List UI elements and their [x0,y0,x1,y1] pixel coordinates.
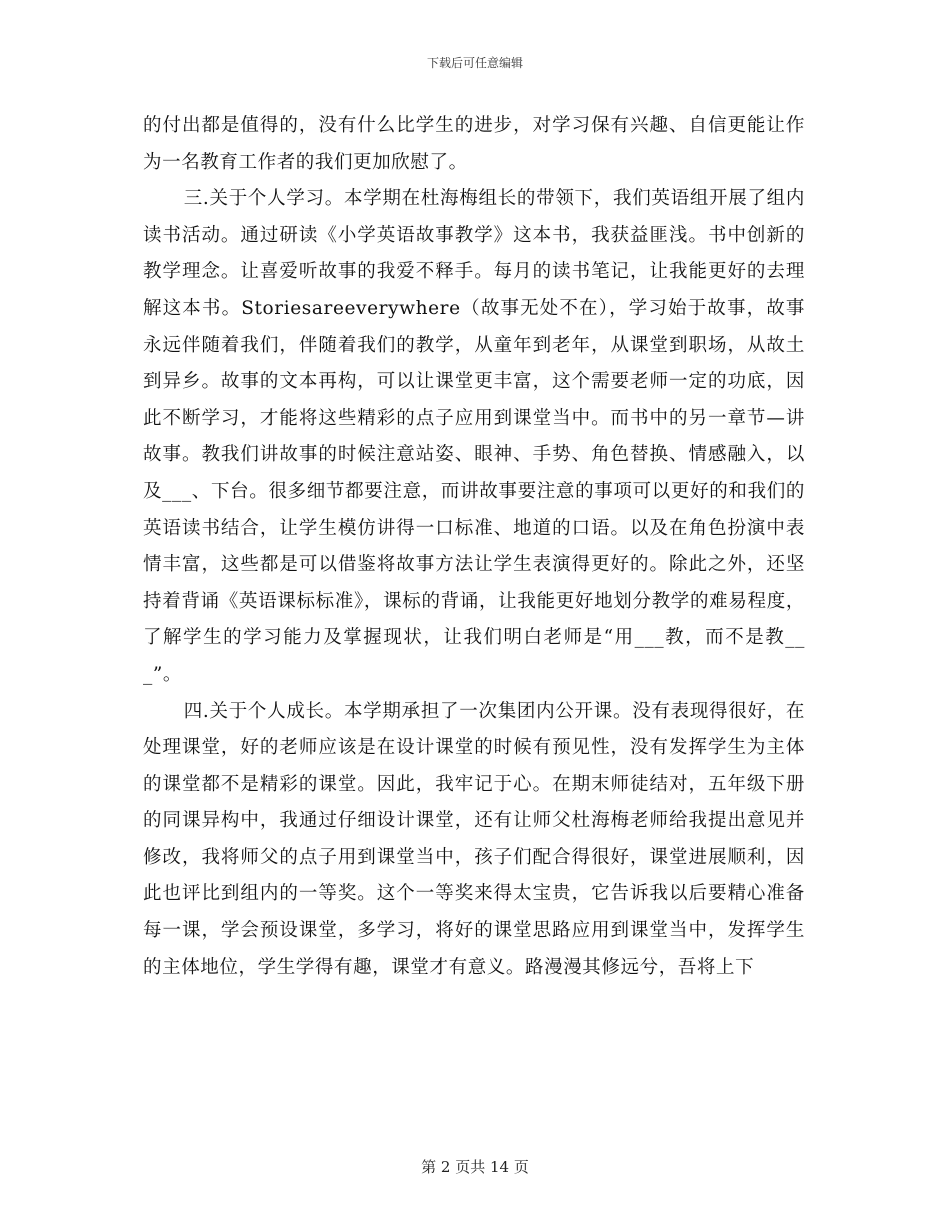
page-header: 下载后可任意编辑 [426,56,523,70]
paragraph-continuation: 的付出都是值得的，没有什么比学生的进步，对学习保有兴趣、自信更能让作为一名教育工作者的我们更加欣慰了。 [143,115,805,173]
document-body [143,108,805,986]
paragraph-personal-learning: 三.关于个人学习。本学期在杜海梅组长的带领下，我们英语组开展了组内读书活动。通过研读《小学英语故事教学》这本书，我获益匪浅。书中创新的教学理念。让喜爱听故事的我爱不释手。每月的读书笔记，让我能更好的去理解这本书。Storiesareeverywhere（故事无处不在），学习始于故事，故事永远伴随着我们，伴随着我们的教学，从童年到老年，从课堂到职场，从故土到异乡。故事的文本再构，可以让课堂更丰富，这个需要老师一定的功底，因此不断学习，才能将这些精彩的点子应用到课堂当中。而书中的另一章节—讲故事。教我们讲故事的时候注意站姿、眼神、手势、角色替换、情感融入，以及___、下台。很多细节都要注意，而讲故事要注意的事项可以更好的和我们的英语读书结合，让学生模仿讲得一口标准、地道的口语。以及在角色扮演中表情丰富，这些都是可以借鉴将故事方法让学生表演得更好的。除此之外，还坚持着背诵《英语课标标准》，课标的背诵，让我能更好地划分教学的难易程度，了解学生的学习能力及掌握现状，让我们明白老师是“用___教，而不是教___”。 [143,188,805,685]
page-number: 第 2 页共 14 页 [421,1158,529,1176]
paragraph-personal-growth: 四.关于个人成长。本学期承担了一次集团内公开课。没有表现得很好，在处理课堂，好的老师应该是在设计课堂的时候有预见性，没有发挥学生为主体的课堂都不是精彩的课堂。因此，我牢记于心。在期末师徒结对，五年级下册的同课异构中，我通过仔细设计课堂，还有让师父杜海梅老师给我提出意见并修改，我将师父的点子用到课堂当中，孩子们配合得很好，课堂进展顺利，因此也评比到组内的一等奖。这个一等奖来得太宝贵，它告诉我以后要精心准备每一课，学会预设课堂，多学习，将好的课堂思路应用到课堂当中，发挥学生的主体地位，学生学得有趣，课堂才有意义。路漫漫其修远兮，吾将上下 [143,700,805,978]
